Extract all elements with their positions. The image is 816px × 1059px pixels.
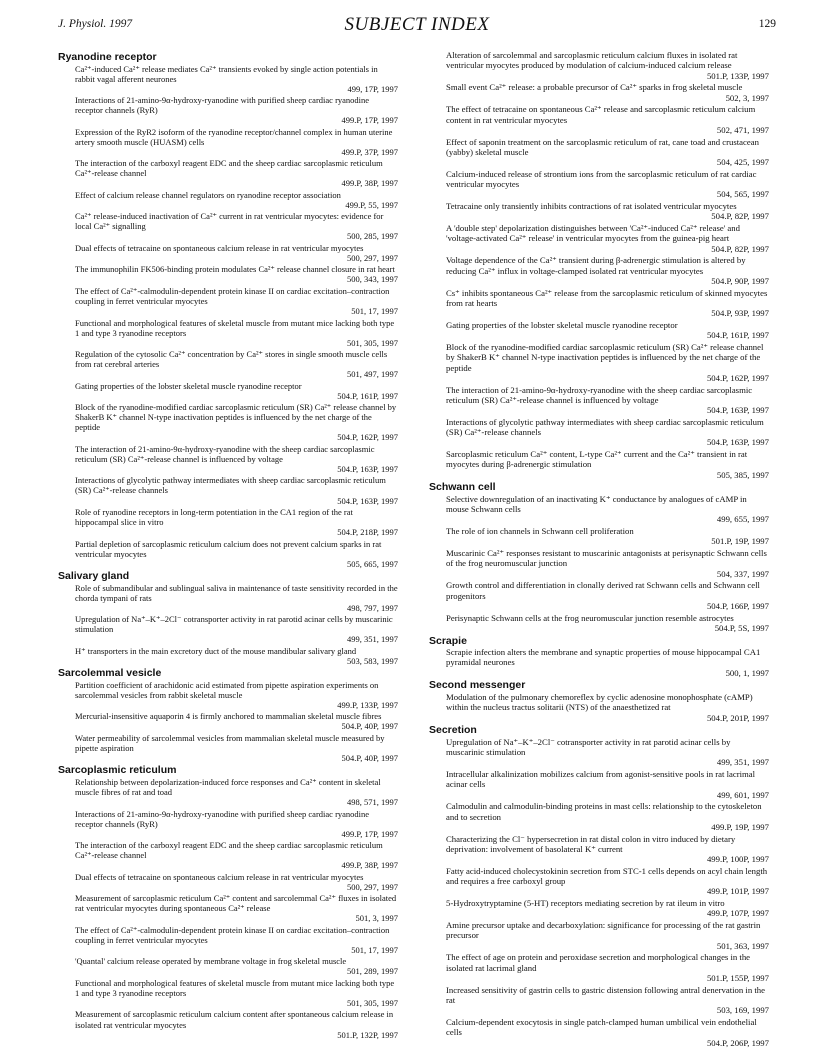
entry-title: A 'double step' depolarization distinguishes between 'Ca²⁺-induced Ca²⁺ release' and 'voltage-activated Ca²⁺ release' in ventricular myocytes from the guinea-pig heart	[446, 223, 740, 244]
index-entry	[58, 809, 398, 839]
entry-title: Partial depletion of sarcoplasmic reticulum calcium does not prevent calcium sparks in rat ventricular myocytes	[75, 538, 382, 559]
entry-reference: 498, 571, 1997	[347, 797, 398, 808]
entry-reference: 504.P, 162P, 1997	[337, 432, 398, 443]
entry-reference: 504.P, 162P, 1997	[706, 372, 769, 383]
index-entry	[58, 680, 398, 710]
entry-reference: 501, 363, 1997	[716, 940, 769, 951]
section-heading: Sarcoplasmic reticulum	[58, 764, 177, 777]
entry-title: Effect of saponin treatment on the sarcoplasmic reticulum of rat, cane toad and crustacean (yabby) skeletal muscle	[446, 136, 759, 157]
index-entry	[429, 1017, 769, 1048]
journal-citation: J. Physiol. 1997	[58, 18, 133, 30]
index-entry	[429, 255, 769, 286]
entry-title: Small event Ca²⁺ release: a probable precursor of Ca²⁺ sparks in frog skeletal muscle	[446, 82, 743, 93]
entry-title: H⁺ transporters in the main excretory duct of the mouse mandibular salivary gland	[75, 645, 357, 656]
entry-title: The effect of Ca²⁺-calmodulin-dependent protein kinase II on cardiac excitation–contraction coupling in ferret ventricular myocytes	[75, 285, 390, 306]
entry-title: The immunophilin FK506-binding protein modulates Ca²⁺ release channel closure in rat heart	[75, 264, 395, 275]
index-entry	[58, 318, 398, 348]
index-entry	[429, 647, 769, 678]
index-section	[429, 50, 769, 480]
index-entry	[429, 137, 769, 168]
entry-title: Interactions of glycolytic pathway intermediates with sheep cardiac sarcoplasmic reticulum (SR) Ca²⁺-release channels	[446, 416, 764, 438]
index-entry	[58, 243, 398, 263]
index-entry	[429, 417, 769, 448]
index-entry	[58, 127, 398, 157]
entry-reference: 499, 655, 1997	[716, 514, 769, 525]
index-entry	[429, 898, 769, 919]
entry-reference: 499.P, 17P, 1997	[341, 828, 398, 839]
index-entry	[429, 288, 769, 319]
entry-reference: 499, 17P, 1997	[347, 83, 398, 94]
entry-reference: 499.P, 19P, 1997	[711, 821, 769, 832]
entry-title: 'Quantal' calcium release operated by membrane voltage in frog skeletal muscle	[75, 956, 347, 967]
entry-reference: 499.P, 38P, 1997	[341, 860, 398, 871]
entry-title: The effect of tetracaine on spontaneous Ca²⁺ release and sarcoplasmic reticulum calcium content in rat ventricular myocytes	[446, 104, 756, 125]
entry-title: Ca²⁺ release-induced inactivation of Ca²⁺ current in rat ventricular myocytes: evidence for local Ca²⁺ signalling	[75, 211, 384, 232]
entry-title: Gating properties of the lobster skeletal muscle ryanodine receptor	[446, 319, 678, 330]
entry-title: Dual effects of tetracaine on spontaneous calcium release in rat ventricular myocytes	[75, 242, 364, 253]
entry-reference: 501, 17, 1997	[351, 944, 398, 955]
entry-title: The interaction of 21-amino-9α-hydroxy-ryanodine with the sheep cardiac sarcoplasmic reticulum (SR) Ca²⁺-release channel is influenced by voltage	[75, 443, 375, 464]
entry-reference: 499.P, 100P, 1997	[706, 854, 769, 865]
index-entry	[58, 893, 398, 923]
entry-reference: 499, 351, 1997	[347, 634, 398, 645]
section-heading: Scrapie	[429, 634, 467, 647]
index-entry	[58, 444, 398, 474]
index-section	[429, 635, 769, 678]
index-entry	[58, 925, 398, 955]
entry-reference: 504, 565, 1997	[716, 189, 769, 200]
index-entry	[429, 737, 769, 768]
index-entry	[429, 692, 769, 723]
entry-reference: 499.P, 17P, 1997	[341, 115, 398, 126]
entry-title: Voltage dependence of the Ca²⁺ transient during β-adrenergic stimulation is altered by reducing Ca²⁺ influx in voltage-clamped isolated rat ventricular myocytes	[446, 255, 746, 276]
entry-reference: 502, 471, 1997	[716, 124, 769, 135]
entry-reference: 499.P, 55, 1997	[345, 199, 398, 210]
entry-reference: 504.P, 201P, 1997	[706, 712, 769, 723]
entry-reference: 499, 601, 1997	[716, 789, 769, 800]
entry-title: Ca²⁺-induced Ca²⁺ release mediates Ca²⁺ transients evoked by single action potentials in rabbit vagal afferent neurones	[75, 63, 378, 84]
entry-reference: 504.P, 161P, 1997	[706, 330, 769, 341]
index-entry	[429, 866, 769, 897]
entry-reference: 504.P, 163P, 1997	[337, 495, 398, 506]
index-entry	[429, 580, 769, 611]
entry-title: Amine precursor uptake and decarboxylation: significance for processing of the rat gastrin precursor	[446, 920, 761, 941]
index-entry	[429, 920, 769, 951]
entry-reference: 501, 3, 1997	[355, 913, 398, 924]
index-entry	[58, 95, 398, 125]
entry-title: Measurement of sarcoplasmic reticulum calcium content after spontaneous calcium release in isolated rat ventricular myocytes	[75, 1009, 394, 1030]
entry-reference: 500, 297, 1997	[347, 252, 398, 263]
entry-title: Sarcoplasmic reticulum Ca²⁺ content, L-type Ca²⁺ current and the Ca²⁺ transient in rat myocytes during β-adrenergic stimulation	[446, 449, 748, 470]
entry-reference: 504, 425, 1997	[716, 157, 769, 168]
entry-title: Mercurial-insensitive aquaporin 4 is firmly anchored to mammalian skeletal muscle fibres	[75, 711, 382, 722]
entry-reference: 500, 297, 1997	[347, 881, 398, 892]
index-entry	[58, 614, 398, 644]
index-entry	[429, 985, 769, 1016]
entry-title: Functional and morphological features of skeletal muscle from mutant mice lacking both type 1 and type 3 ryanodine receptors	[75, 977, 395, 998]
entry-title: Muscarinic Ca²⁺ responses resistant to muscarinic antagonists at perisynaptic Schwann cells of the frog neuromuscular junction	[446, 548, 767, 569]
index-entry	[429, 201, 769, 222]
entry-title: Selective downregulation of an inactivating K⁺ conductance by analogues of cAMP in mouse Schwann cells	[446, 493, 747, 515]
entry-title: Modulation of the pulmonary chemoreflex by cyclic adenosine monophosphate (cAMP) within the nucleus tractus solitarii (NTS) of the anaesthetized rat	[446, 691, 753, 713]
index-section	[58, 570, 398, 666]
entry-reference: 500, 1, 1997	[725, 667, 769, 678]
entry-title: Role of submandibular and sublingual saliva in maintenance of taste sensitivity recorded in the chorda tympani of rats	[75, 582, 398, 603]
entry-reference: 504.P, 163P, 1997	[706, 437, 769, 448]
entry-title: Dual effects of tetracaine on spontaneous calcium release in rat ventricular myocytes	[75, 871, 364, 882]
entry-reference: 499.P, 38P, 1997	[341, 178, 398, 189]
index-entry	[429, 801, 769, 832]
entry-reference: 501.P, 132P, 1997	[337, 1029, 398, 1040]
entry-title: The effect of Ca²⁺-calmodulin-dependent protein kinase II on cardiac excitation–contraction coupling in ferret ventricular myocytes	[75, 924, 390, 945]
entry-title: Calmodulin and calmodulin-binding proteins in mast cells: relationship to the cytoskeleton and to secretion	[446, 801, 762, 822]
entry-reference: 504.P, 206P, 1997	[706, 1037, 769, 1048]
entry-reference: 501.P, 19P, 1997	[711, 536, 769, 547]
entry-title: Tetracaine only transiently inhibits contractions of rat isolated ventricular myocytes	[446, 201, 737, 212]
entry-reference: 504.P, 163P, 1997	[337, 463, 398, 474]
section-heading: Schwann cell	[429, 481, 496, 494]
section-heading: Salivary gland	[58, 570, 130, 583]
index-entry	[58, 646, 398, 666]
entry-reference: 501, 17, 1997	[351, 306, 398, 317]
entry-reference: 500, 343, 1997	[347, 274, 398, 285]
index-section	[58, 667, 398, 763]
entry-reference: 501, 497, 1997	[347, 369, 398, 380]
index-entry	[58, 583, 398, 613]
entry-reference: 499.P, 101P, 1997	[706, 886, 769, 897]
entry-title: The interaction of 21-amino-9α-hydroxy-ryanodine with the sheep cardiac sarcoplasmic reticulum (SR) Ca²⁺-release channel is influenced by voltage	[446, 384, 753, 405]
index-section	[58, 764, 398, 1039]
entry-reference: 504.P, 40P, 1997	[341, 753, 398, 764]
entry-reference: 498, 797, 1997	[347, 602, 398, 613]
entry-reference: 499.P, 133P, 1997	[337, 699, 398, 710]
index-entry	[58, 711, 398, 731]
entry-title: Scrapie infection alters the membrane and synaptic properties of mouse hippocampal CA1 pyramidal neurones	[446, 647, 761, 668]
entry-reference: 501, 289, 1997	[347, 966, 398, 977]
entry-title: Functional and morphological features of skeletal muscle from mutant mice lacking both type 1 and type 3 ryanodine receptors	[75, 317, 395, 338]
index-entry	[429, 449, 769, 480]
index-entry	[429, 494, 769, 525]
index-entry	[429, 548, 769, 579]
entry-reference: 501.P, 155P, 1997	[706, 972, 769, 983]
entry-reference: 501.P, 133P, 1997	[706, 70, 769, 81]
index-entry	[429, 342, 769, 383]
section-heading: Sarcolemmal vesicle	[58, 667, 162, 680]
entry-title: Regulation of the cytosolic Ca²⁺ concentration by Ca²⁺ stores in single smooth muscle cells from rat cerebral arteries	[75, 349, 388, 370]
entry-title: Effect of calcium release channel regulators on ryanodine receptor association	[75, 189, 341, 200]
entry-title: Cs⁺ inhibits spontaneous Ca²⁺ release from the sarcoplasmic reticulum of skinned myocytes from rat hearts	[446, 287, 768, 308]
index-entry	[429, 834, 769, 865]
entry-reference: 505, 665, 1997	[347, 558, 398, 569]
entry-reference: 504.P, 82P, 1997	[711, 211, 769, 222]
index-entry	[58, 475, 398, 505]
index-entry	[429, 526, 769, 547]
entry-reference: 499.P, 107P, 1997	[706, 908, 769, 919]
entry-title: Partition coefficient of arachidonic acid estimated from pipette aspiration experiments on sarcolemmal vesicles from rabbit skeletal muscle	[75, 679, 379, 700]
entry-reference: 502, 3, 1997	[725, 92, 769, 103]
entry-reference: 499.P, 37P, 1997	[341, 146, 398, 157]
index-entry	[58, 507, 398, 537]
index-entry	[429, 104, 769, 135]
index-entry	[58, 840, 398, 870]
entry-title: The role of ion channels in Schwann cell proliferation	[446, 526, 634, 537]
entry-title: Interactions of 21-amino-9α-hydroxy-ryanodine with purified sheep cardiac ryanodine receptor channels (RyR)	[75, 95, 370, 116]
index-section	[58, 51, 398, 569]
index-entry	[429, 320, 769, 341]
entry-title: Growth control and differentiation in clonally derived rat Schwann cells and Schwann cell progenitors	[446, 580, 760, 601]
index-entry	[58, 190, 398, 210]
entry-title: Alteration of sarcolemmal and sarcoplasmic reticulum calcium fluxes in isolated rat ventricular myocytes produced by modulation of calcium-induced calcium release	[446, 50, 738, 71]
entry-reference: 504.P, 161P, 1997	[337, 390, 398, 401]
entry-title: Increased sensitivity of gastrin cells to gastric distension following antral denervation in the rat	[446, 984, 765, 1005]
entry-title: 5-Hydroxytryptamine (5-HT) receptors mediating secretion by rat ileum in vitro	[446, 898, 725, 909]
index-entry	[429, 50, 769, 81]
entry-reference: 504.P, 93P, 1997	[711, 308, 769, 319]
left-column	[58, 50, 398, 1041]
entry-title: Relationship between depolarization-induced force responses and Ca²⁺ content in skeletal muscle fibres of rat and toad	[75, 776, 381, 798]
index-entry	[58, 1009, 398, 1039]
entry-title: Expression of the RyR2 isoform of the ryanodine receptor/channel complex in human uterine artery smooth muscle (HUASM) cells	[75, 126, 393, 147]
entry-title: Upregulation of Na⁺–K⁺–2Cl⁻ cotransporter activity in rat parotid acinar cells by muscarinic stimulation	[75, 614, 393, 635]
page-number: 129	[758, 18, 776, 30]
index-entry	[429, 223, 769, 254]
index-section	[429, 679, 769, 722]
entry-title: Fatty acid-induced cholecystokinin secretion from STC-1 cells depends on acyl chain length and requires a free carboxyl group	[446, 865, 768, 887]
index-entry	[58, 733, 398, 763]
entry-title: The interaction of the carboxyl reagent EDC and the sheep cardiac sarcoplasmic reticulum Ca²⁺-release channel	[75, 840, 383, 861]
entry-reference: 501, 305, 1997	[347, 998, 398, 1009]
page-header	[58, 14, 776, 38]
index-entry	[429, 169, 769, 200]
entry-title: Interactions of 21-amino-9α-hydroxy-ryanodine with purified sheep cardiac ryanodine receptor channels (RyR)	[75, 808, 370, 829]
entry-title: Calcium-induced release of strontium ions from the sarcoplasmic reticulum of rat cardiac ventricular myocytes	[446, 168, 757, 190]
index-entry	[58, 381, 398, 401]
entry-title: Block of the ryanodine-modified cardiac sarcoplasmic reticulum (SR) Ca²⁺ release channel by ShakerB K⁺ channel N-type inactivation peptides is influenced by the net charge of the peptide	[75, 402, 397, 433]
index-entry	[58, 872, 398, 892]
index-entry	[58, 286, 398, 316]
index-entry	[58, 956, 398, 976]
entry-reference: 504.P, 90P, 1997	[711, 275, 769, 286]
section-heading: Secretion	[429, 724, 477, 737]
index-entry	[58, 349, 398, 379]
entry-title: Block of the ryanodine-modified cardiac sarcoplasmic reticulum (SR) Ca²⁺ release channel by ShakerB K⁺ channel N-type inactivation peptides is influenced by the net charge of the peptide	[446, 341, 764, 373]
section-heading: Second messenger	[429, 679, 526, 692]
entry-title: Perisynaptic Schwann cells at the frog neuromuscular junction resemble astrocytes	[446, 612, 734, 623]
entry-title: Characterizing the Cl⁻ hypersecretion in rat distal colon in vitro induced by dietary deprivation: involvement of basolateral K⁺ current	[446, 833, 736, 854]
index-section	[429, 481, 769, 633]
index-entry	[58, 777, 398, 807]
entry-reference: 504.P, 218P, 1997	[337, 527, 398, 538]
section-heading: Ryanodine receptor	[58, 51, 157, 63]
index-entry	[58, 158, 398, 188]
index-entry	[58, 539, 398, 569]
index-section	[429, 724, 769, 1048]
entry-title: Upregulation of Na⁺–K⁺–2Cl⁻ cotransporter activity in rat parotid acinar cells by muscarinic stimulation	[446, 736, 731, 758]
index-entry	[429, 952, 769, 983]
entry-reference: 499, 351, 1997	[716, 757, 769, 768]
right-column	[429, 50, 769, 1049]
entry-title: Interactions of glycolytic pathway intermediates with sheep cardiac sarcoplasmic reticulum (SR) Ca²⁺-release channels	[75, 475, 386, 496]
index-entry	[429, 82, 769, 103]
entry-reference: 503, 583, 1997	[347, 655, 398, 666]
index-entry	[58, 211, 398, 241]
entry-reference: 504.P, 163P, 1997	[706, 405, 769, 416]
index-entry	[58, 402, 398, 442]
entry-title: Role of ryanodine receptors in long-term potentiation in the CA1 region of the rat hippocampal slice in vitro	[75, 506, 353, 528]
index-entry	[58, 264, 398, 284]
index-entry	[429, 613, 769, 634]
entry-reference: 504.P, 40P, 1997	[341, 721, 398, 732]
entry-title: Gating properties of the lobster skeletal muscle ryanodine receptor	[75, 380, 302, 391]
entry-reference: 504.P, 5S, 1997	[714, 622, 769, 633]
entry-reference: 505, 385, 1997	[716, 469, 769, 480]
page-title: SUBJECT INDEX	[344, 14, 490, 35]
entry-title: Measurement of sarcoplasmic reticulum Ca²⁺ content and sarcolemmal Ca²⁺ fluxes in isolated rat ventricular myocytes during spontaneous Ca²⁺ release	[75, 893, 397, 914]
entry-title: The interaction of the carboxyl reagent EDC and the sheep cardiac sarcoplasmic reticulum Ca²⁺-release channel	[75, 158, 383, 179]
entry-reference: 501, 305, 1997	[347, 337, 398, 348]
index-entry	[429, 769, 769, 800]
index-entry	[58, 64, 398, 94]
entry-title: Intracellular alkalinization mobilizes calcium from agonist-sensitive pools in rat lacrimal acinar cells	[446, 769, 756, 790]
index-entry	[58, 978, 398, 1008]
entry-title: Calcium-dependent exocytosis in single patch-clamped human umbilical vein endothelial cells	[446, 1016, 757, 1038]
index-entry	[429, 385, 769, 416]
entry-title: Water permeability of sarcolemmal vesicles from mammalian skeletal muscle measured by pipette aspiration	[75, 732, 385, 753]
entry-reference: 503, 169, 1997	[716, 1005, 769, 1016]
entry-reference: 504.P, 166P, 1997	[706, 600, 769, 611]
entry-reference: 500, 285, 1997	[347, 231, 398, 242]
entry-title: The effect of age on protein and peroxidase secretion and morphological changes in the isolated rat lacrimal gland	[446, 952, 751, 973]
entry-reference: 504, 337, 1997	[716, 568, 769, 579]
entry-reference: 504.P, 82P, 1997	[711, 243, 769, 254]
